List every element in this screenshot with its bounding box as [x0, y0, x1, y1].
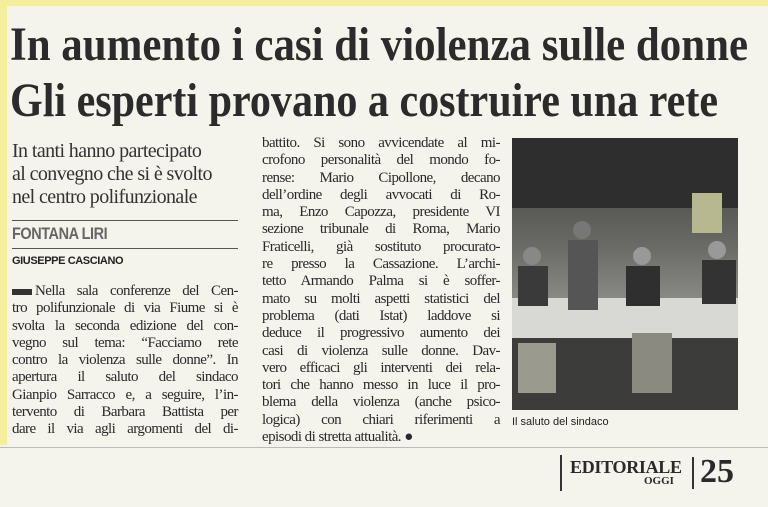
article-line-text: Gianpio Sarracco e, a seguire, l’in- [12, 386, 238, 403]
article-line [262, 239, 500, 256]
article-line [262, 412, 500, 429]
headline-text-1: In aumento i casi di violenza sulle donne [10, 18, 748, 71]
article-photo [512, 138, 738, 410]
divider [12, 220, 238, 221]
article-line [262, 360, 500, 377]
subheadline-line: al convegno che si è svolto [12, 163, 212, 185]
article-line-text: rense: Mario Cipollone, decano [262, 169, 500, 186]
article-line-text: vegno sul tema: “Facciamo rete [12, 334, 238, 351]
article-line-text: casi di violenza sulle donne. Dav- [262, 342, 500, 359]
article-line [262, 187, 500, 204]
article-line-text: tetto Armando Palma si è soffer- [262, 273, 500, 290]
article-line [12, 369, 238, 386]
article-line-text: problema (dati Istat) laddove si [262, 307, 500, 324]
article-line [262, 429, 500, 446]
article-line-text: Nella sala conferenze del Cen- [35, 283, 238, 299]
article-line [262, 170, 500, 187]
article-column-1 [12, 283, 238, 439]
article-line [12, 352, 238, 369]
footer-divider [0, 447, 768, 448]
article-line-text: tro polifunzionale di via Fiume si è [12, 300, 238, 317]
article-line-text: svolta la seconda edizione del con- [12, 317, 238, 334]
subheadline-line: nel centro polifunzionale [12, 186, 197, 208]
page-number: 25 [700, 453, 734, 490]
article-line [12, 387, 238, 404]
publication-subname: OGGI [644, 475, 674, 487]
article-line-text: episodi di stretta attualità. ● [262, 429, 413, 446]
photo-caption: Il saluto del sindaco [512, 416, 609, 428]
subheadline [12, 140, 242, 209]
article-line-text: tervento di Barbara Battista per [12, 404, 238, 421]
article-line [262, 256, 500, 273]
article-line-text: sezione tribunale di Roma, Mario [262, 221, 500, 238]
article-line [262, 343, 500, 360]
article-line [12, 283, 238, 300]
headline-line-1 [10, 14, 750, 70]
publication-name: EDITORIALE [570, 457, 682, 477]
scan-border-left [0, 0, 7, 445]
article-line [262, 394, 500, 411]
location-label: FONTANA LIRI [12, 224, 108, 243]
article-line [262, 291, 500, 308]
footer-separator [692, 457, 694, 489]
article-line-text: ma, Enzo Capozza, presidente VI [262, 204, 500, 221]
article-line-text: re presso la Cassazione. L’archi- [262, 256, 500, 273]
article-line-text: tori che hanno messo in luce il pro- [262, 377, 500, 394]
article-line-text: deduce il progressivo aumento dei [262, 325, 500, 342]
article-line-text: Fraticelli, già sostituto procurato- [262, 238, 500, 255]
article-line [12, 404, 238, 421]
article-line-text: contro la violenza sulle donne”. In [12, 352, 238, 369]
article-line-text: dare il via agli argomenti del di- [12, 421, 238, 438]
article-line [262, 221, 500, 238]
photo-scene [512, 138, 738, 410]
article-line-text: apertura il saluto del sindaco [12, 369, 238, 386]
scan-border-top [0, 0, 768, 6]
article-line [12, 318, 238, 335]
article-line [262, 325, 500, 342]
article-line [262, 204, 500, 221]
subheadline-line: In tanti hanno partecipato [12, 140, 202, 162]
article-line [262, 152, 500, 169]
article-line [12, 421, 238, 438]
article-line [262, 377, 500, 394]
article-line-text: mato su molti aspetti statistici del [262, 290, 500, 307]
article-column-2 [262, 135, 500, 446]
article-line-text: battito. Si sono avvicendate al mi- [262, 135, 500, 151]
article-line-text: blema della violenza (anche psico- [262, 394, 500, 411]
article-line-text: crofono personalità del mondo fo- [262, 152, 500, 169]
article-line [262, 308, 500, 325]
publication-footer [560, 455, 744, 491]
article-line-text: vero efficaci gli interventi dei rela- [262, 359, 500, 376]
article-line [262, 273, 500, 290]
author-byline: GIUSEPPE CASCIANO [12, 255, 124, 267]
headline-text-2: Gli esperti provano a costruire una rete [10, 74, 718, 127]
article-line [262, 135, 500, 152]
article-line-text: dell’ordine degli avvocati di Ro- [262, 186, 500, 203]
article-line [12, 300, 238, 317]
paragraph-marker-icon [12, 289, 32, 295]
article-line [12, 335, 238, 352]
article-line-text: logica) con chiari riferimenti a [262, 411, 500, 428]
divider [12, 248, 238, 249]
headline-line-2 [10, 70, 750, 126]
